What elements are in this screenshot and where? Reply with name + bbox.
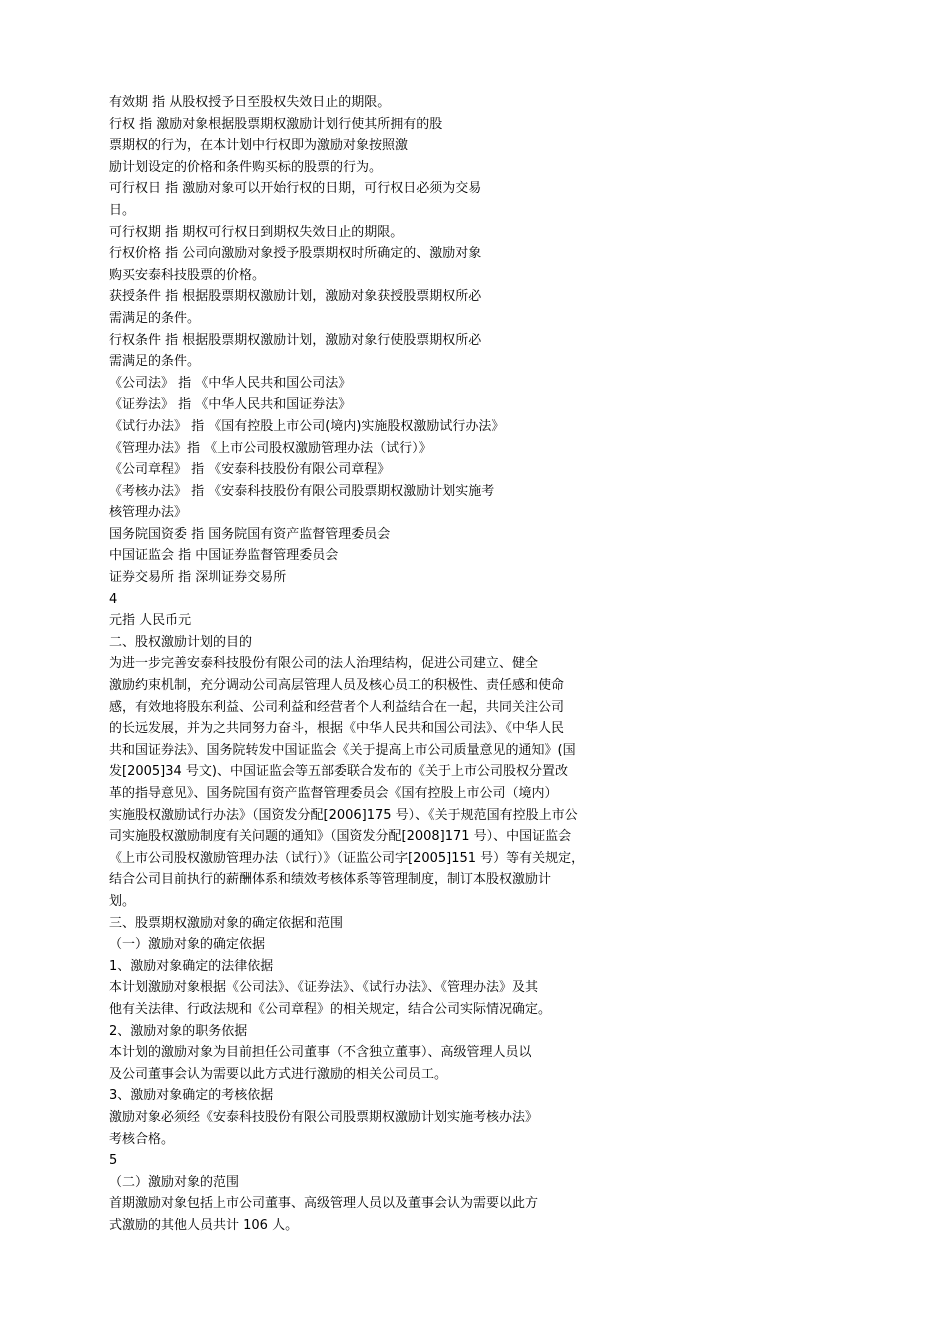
text-line: 有效期 指 从股权授予日至股权失效日止的期限。 [109,95,391,110]
item-heading: 3、激励对象确定的考核依据 [109,1088,274,1104]
text-line: 需满足的条件。 [109,310,201,326]
text-line: 票期权的行为，在本计划中行权即为激励对象按照激 [109,138,409,154]
text-line: 划。 [109,893,136,909]
text-line: 证券交易所 指 深圳证券交易所 [109,570,287,586]
text-line: 考核合格。 [109,1131,175,1147]
text-line: 本计划激励对象根据《公司法》、《证券法》、《试行办法》、《管理办法》及其 [109,980,539,996]
text-line: 行权价格 指 公司向激励对象授予股票期权时所确定的、激励对象 [109,246,482,262]
section-heading: 二、股权激励计划的目的 [109,634,253,650]
text-line: 本计划的激励对象为目前担任公司董事（不含独立董事）、高级管理人员以 [109,1045,532,1061]
text-line: 励计划设定的价格和条件购买标的股票的行为。 [109,159,383,175]
text-line: 《公司法》 指 《中华人民共和国公司法》 [109,375,352,391]
text-line: 首期激励对象包括上市公司董事、高级管理人员以及董事会认为需要以此方 [109,1196,539,1212]
page-number: 4 [109,591,118,607]
text-line: 《管理办法》指 《上市公司股权激励管理办法（试行）》 [109,440,432,456]
text-line: 购买安泰科技股票的价格。 [109,267,266,283]
text-line: 激励对象必须经《安泰科技股份有限公司股票期权激励计划实施考核办法》 [109,1109,539,1125]
text-line: 感，有效地将股东利益、公司利益和经营者个人利益结合在一起，共同关注公司 [109,699,565,715]
item-heading: 2、激励对象的职务依据 [109,1023,248,1039]
text-line: 可行权日 指 激励对象可以开始行权的日期，可行权日必须为交易 [109,181,482,197]
text-line: 司实施股权激励制度有关问题的通知》（国资发分配[2008]171 号）、中国证监会 [109,829,572,845]
text-line: 为进一步完善安泰科技股份有限公司的法人治理结构，促进公司建立、健全 [109,656,539,672]
text-line: 《公司章程》 指 《安泰科技股份有限公司章程》 [109,462,391,478]
text-line: 国务院国资委 指 国务院国有资产监督管理委员会 [109,526,391,542]
text-line: 行权条件 指 根据股票期权激励计划，激励对象行使股票期权所必 [109,332,482,348]
text-line: 结合公司目前执行的薪酬体系和绩效考核体系等管理制度，制订本股权激励计 [109,872,552,888]
text-line: 他有关法律、行政法规和《公司章程》的相关规定，结合公司实际情况确定。 [109,1001,552,1017]
text-line: 激励约束机制，充分调动公司高层管理人员及核心员工的积极性、责任感和使命 [109,678,565,694]
item-heading: 1、激励对象确定的法律依据 [109,958,274,974]
text-line: 发[2005]34 号文)、中国证监会等五部委联合发布的《关于上市公司股权分置改 [109,764,568,780]
text-line: 实施股权激励试行办法》（国资发分配[2006]175 号）、《关于规范国有控股上市公 [109,807,578,823]
text-line: 《上市公司股权激励管理办法（试行）》（证监公司字[2005]151 号）等有关规定， [109,850,585,866]
text-line: 《试行办法》 指 《国有控股上市公司(境内)实施股权激励试行办法》 [109,418,505,434]
text-line: 核管理办法》 [109,505,188,521]
text-line: 及公司董事会认为需要以此方式进行激励的相关公司员工。 [109,1066,448,1082]
text-line: 需满足的条件。 [109,354,201,370]
text-line: 《证券法》 指 《中华人民共和国证券法》 [109,397,352,413]
subsection-heading: （二）激励对象的范围 [109,1174,240,1190]
subsection-heading: （一）激励对象的确定依据 [109,937,266,953]
document-body [109,92,669,1236]
page-number: 5 [109,1153,118,1169]
text-line: 《考核办法》 指 《安泰科技股份有限公司股票期权激励计划实施考 [109,483,495,499]
text-line: 获授条件 指 根据股票期权激励计划，激励对象获授股票期权所必 [109,289,482,305]
text-line: 行权 指 激励对象根据股票期权激励计划行使其所拥有的股 [109,116,443,132]
text-line: 式激励的其他人员共计 106 人。 [109,1217,299,1233]
text-line: 中国证监会 指 中国证券监督管理委员会 [109,548,339,564]
text-line: 共和国证券法》、国务院转发中国证监会《关于提高上市公司质量意见的通知》(国 [109,742,576,758]
section-heading: 三、股票期权激励对象的确定依据和范围 [109,915,344,931]
text-line: 日。 [109,202,136,218]
text-line: 革的指导意见》、国务院国有资产监督管理委员会《国有控股上市公司（境内） [109,786,558,801]
text-line: 元指 人民币元 [109,613,192,629]
text-line: 可行权期 指 期权可行权日到期权失效日止的期限。 [109,224,404,240]
text-line: 的长远发展，并为之共同努力奋斗，根据《中华人民共和国公司法》、《中华人民 [109,721,565,737]
